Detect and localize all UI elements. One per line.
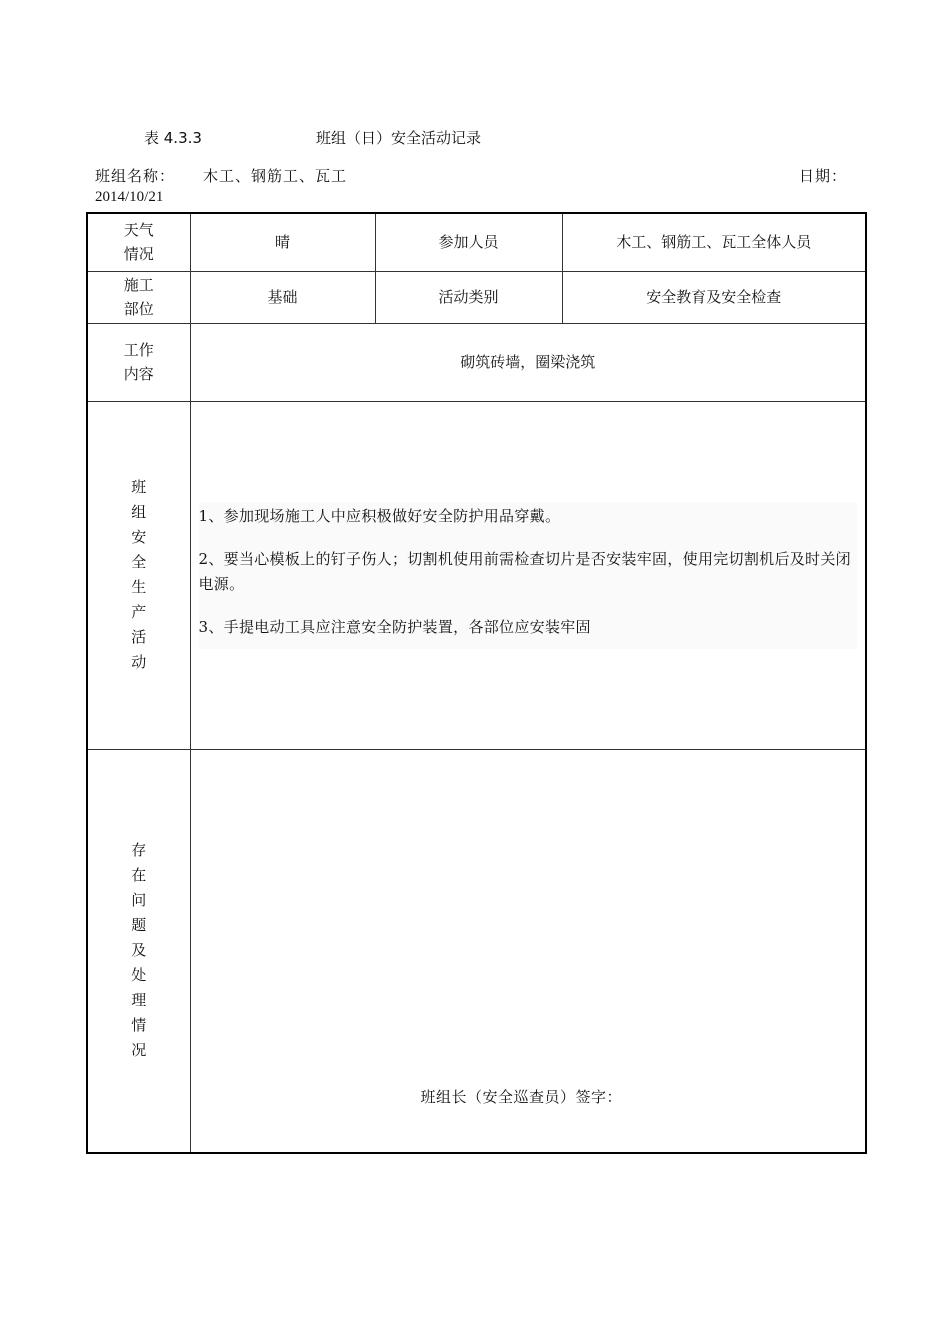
work-content-value: 砌筑砖墙，圈梁浇筑 (190, 323, 866, 401)
work-row (87, 323, 866, 401)
weather-label: 天气情况 (123, 221, 154, 264)
activity-item: 1、参加现场施工人中应积极做好安全防护用品穿戴。 (198, 506, 561, 525)
location-label-cell (87, 271, 190, 323)
activity-content-cell (190, 401, 866, 749)
activity-label: 班组安全生产活动 (131, 478, 147, 671)
table-number: 表 4.3.3 (144, 129, 202, 147)
work-label: 工作内容 (123, 341, 154, 383)
participants-label: 参加人员 (375, 213, 562, 271)
issues-label: 存在问题及处理情况 (131, 841, 147, 1060)
weather-value: 晴 (190, 213, 375, 271)
issues-content-cell (190, 749, 866, 1153)
work-label-cell (87, 323, 190, 401)
location-label: 施工部位 (123, 276, 154, 318)
team-name-value: 木工、钢筋工、瓦工 (203, 167, 348, 185)
leader-signature-label: 班组长（安全巡查员）签字： (420, 1087, 623, 1106)
weather-label-cell (87, 213, 190, 271)
activity-type-label: 活动类别 (375, 271, 562, 323)
issues-row (87, 749, 866, 1153)
weather-row (87, 213, 866, 271)
activity-list (199, 502, 858, 649)
activity-item: 3、手提电动工具应注意安全防护装置，各部位应安装牢固 (198, 617, 591, 636)
activity-type-value: 安全教育及安全检查 (562, 271, 866, 323)
meta-line (0, 165, 950, 189)
activity-record-table (86, 212, 867, 1154)
document-header (0, 127, 950, 149)
location-value: 基础 (190, 271, 375, 323)
activity-item: 2、要当心模板上的钉子伤人；切割机使用前需检查切片是否安装牢固，使用完切割机后及时关闭电源。 (198, 549, 851, 593)
issues-label-cell (87, 749, 190, 1153)
document-title: 班组（日）安全活动记录 (316, 129, 482, 147)
activity-row (87, 401, 866, 749)
activity-label-cell (87, 401, 190, 749)
team-name-label: 班组名称： (95, 167, 176, 185)
date-label: 日期： (799, 167, 848, 185)
location-row (87, 271, 866, 323)
date-value: 2014/10/21 (95, 189, 164, 205)
participants-value: 木工、钢筋工、瓦工全体人员 (562, 213, 866, 271)
